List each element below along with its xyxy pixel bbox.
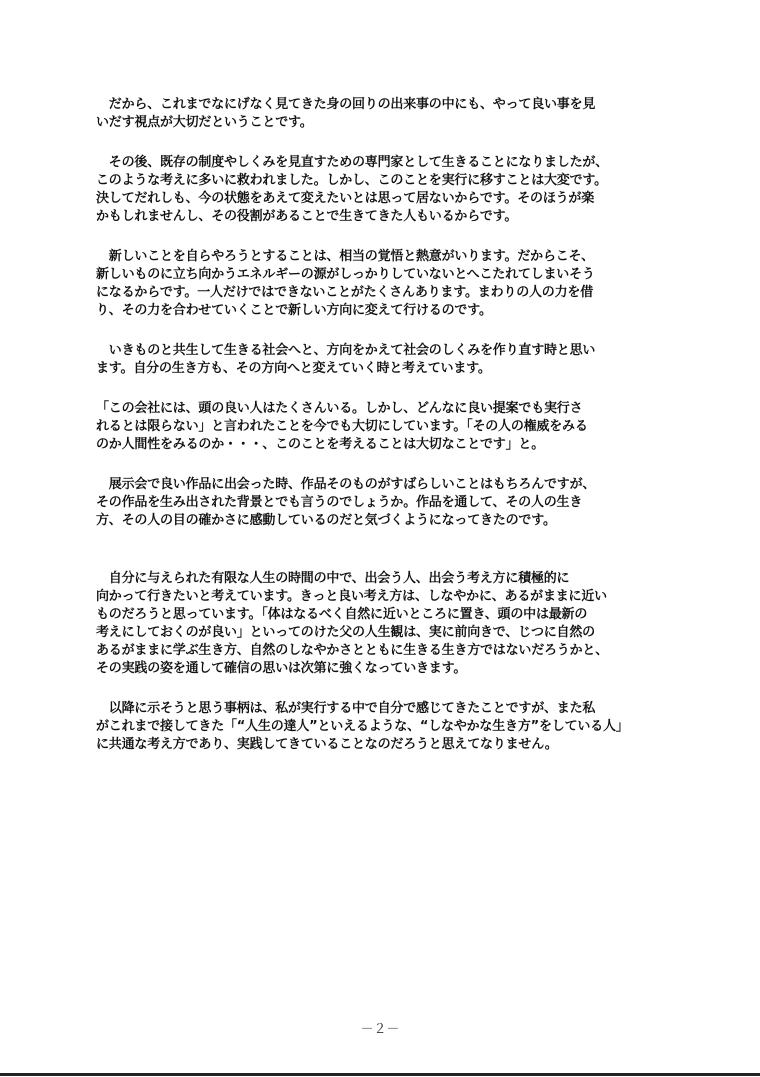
text-line: だから、これまでなにげなく見てきた身の回りの出来事の中にも、やって良い事を見	[96, 97, 596, 112]
paragraph-2	[96, 154, 662, 226]
text-line: ものだろうと思っています。「体はなるべく自然に近いところに置き、頭の中は最新の	[96, 607, 588, 622]
text-line: その後、既存の制度やしくみを見直すための専門家として生きることになりましたが、	[96, 155, 609, 170]
text-line: 以降に示そうと思う事柄は、私が実行する中で自分で感じてきたことですが、また私	[96, 701, 596, 716]
paragraph-4	[96, 342, 662, 378]
text-line: このような考えに多いに救われました。しかし、このことを実行に移すことは大変です。	[96, 173, 607, 188]
text-line: がこれまで接してきた「“人生の達人”といえるような、“しなやかな生き方”をしている人」	[96, 719, 629, 734]
paragraph-8	[96, 700, 662, 754]
bottom-border-line	[0, 1073, 760, 1076]
text-line: のか人間性をみるのか・・・、このことを考えることは大切なことです」と。	[96, 437, 545, 452]
page-number: －２－	[360, 1022, 400, 1037]
paragraph-6	[96, 476, 662, 530]
text-line: り、その力を合わせていくことで新しい方向に変えて行けるのです。	[96, 303, 492, 318]
text-line: れるとは限らない」と言われたことを今でも大切にしています。「その人の権威をみる	[96, 419, 588, 434]
text-line: 決してだれしも、今の状態をあえて変えたいとは思って居ないからです。そのほうが楽	[96, 191, 595, 206]
text-line: 向かって行きたいと考えています。きっと良い考え方は、しなやかに、あるがままに近い	[96, 589, 607, 604]
text-line: その作品を生み出された背景とでも言うのでしょうか。作品を通して、その人の生き	[96, 495, 583, 510]
text-line: かもしれませんし、その役割があることで生きてきた人もいるからです。	[96, 209, 518, 224]
text-line: 新しいものに立ち向かうエネルギーの源がしっかりしていないとへこたれてしまいそう	[96, 267, 595, 282]
text-line: 展示会で良い作品に出会った時、作品そのものがすばらしいことはもちろんですが、	[96, 477, 596, 492]
document-body	[96, 96, 662, 754]
text-line: になるからです。一人だけではできないことがたくさんあります。まわりの人の力を借	[96, 285, 593, 300]
paragraph-5	[96, 400, 662, 454]
text-line: いきものと共生して生きる社会へと、方向をかえて社会のしくみを作り直す時と思い	[96, 343, 596, 358]
text-line: 新しいことを自らやろうとすることは、相当の覚悟と熱意がいります。だからこそ、	[96, 249, 594, 264]
text-line: 「この会社には、頭の良い人はたくさんいる。しかし、どんなに良い提案でも実行さ	[96, 401, 583, 416]
text-line: 考えにしておくのが良い」といってのけた父の人生観は、実に前向きで、じつに自然の	[96, 625, 595, 640]
text-line: ます。自分の生き方も、その方向へと変えていく時と考えています。	[96, 361, 491, 376]
paragraph-1	[96, 96, 662, 132]
text-line: その実践の姿を通して確信の思いは次第に強くなっていきます。	[96, 661, 467, 676]
text-line: いだす視点が大切だということです。	[96, 115, 313, 130]
text-line: 方、その人の目の確かさに感動しているのだと気づくようになってきたのです。	[96, 513, 556, 528]
text-line: 自分に与えられた有限な人生の時間の中で、出会う人、出会う考え方に積極的に	[96, 571, 570, 586]
text-line: に共通な考え方であり、実践してきていることなのだろうと思えてなりません。	[96, 737, 558, 752]
paragraph-7	[96, 570, 662, 678]
text-line: あるがままに学ぶ生き方、自然のしなやかさとともに生きる生き方ではないだろうかと、	[96, 643, 609, 658]
paragraph-3	[96, 248, 662, 320]
